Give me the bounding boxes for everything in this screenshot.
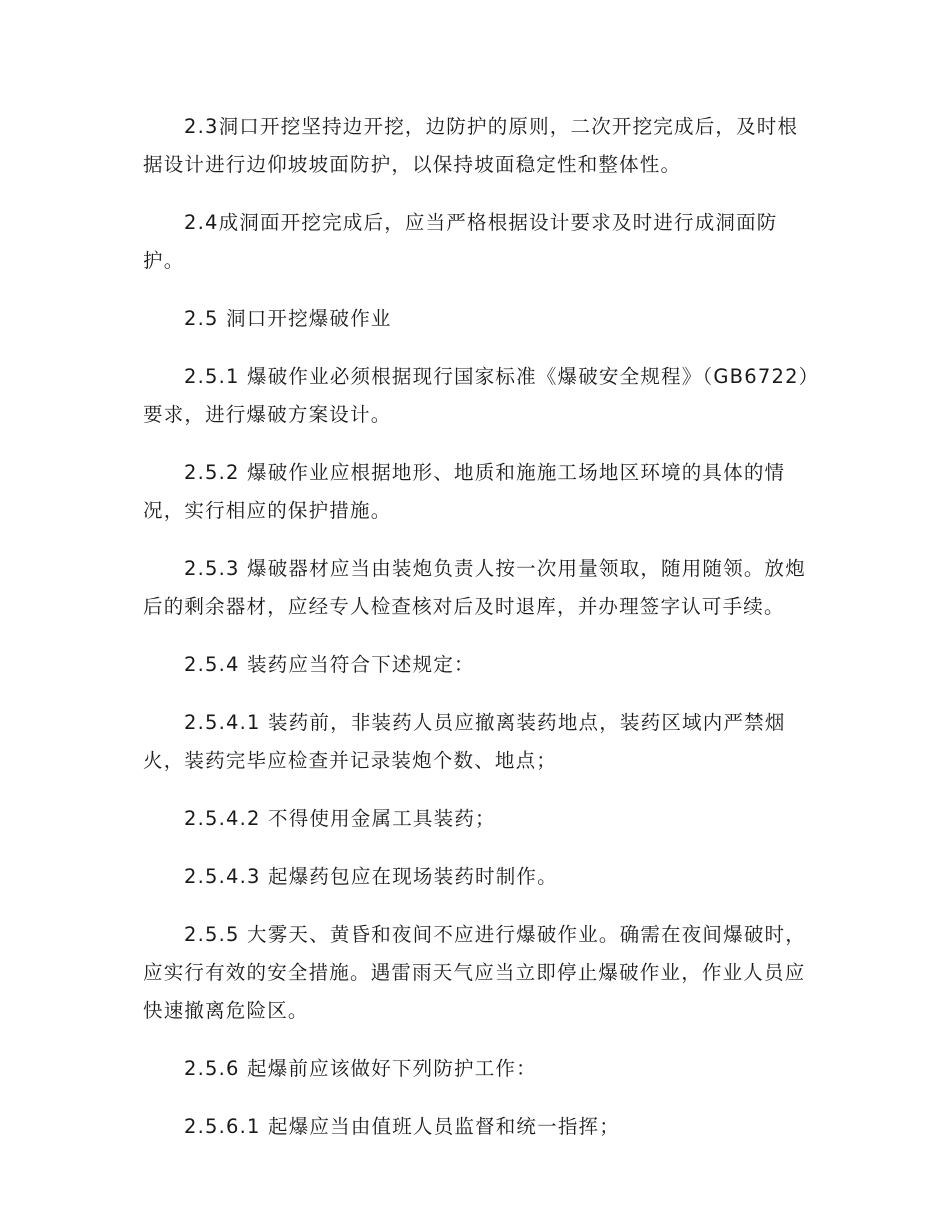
paragraph-2-5-4-2: 2.5.4.2 不得使用金属工具装药； [184, 807, 496, 830]
paragraph-2-5-4-3: 2.5.4.3 起爆药包应在现场装药时制作。 [184, 865, 558, 888]
paragraph-2-5-5: 2.5.5 大雾天、黄昏和夜间不应进行爆破作业。确需在夜间爆破时，应实行有效的安全措施。遇雷雨天气应当立即停止爆破作业，作业人员应快速撤离危险区。 [143, 923, 806, 1022]
paragraph-2-5-6-1: 2.5.6.1 起爆应当由值班人员监督和统一指挥； [184, 1115, 620, 1138]
paragraph-2-5-3: 2.5.3 爆破器材应当由装炮负责人按一次用量领取，随用随领。放炮后的剩余器材，应经专人检查核对后及时退库，并办理签字认可手续。 [143, 557, 806, 618]
paragraph-2-4: 2.4成洞面开挖完成后，应当严格根据设计要求及时进行成洞面防护。 [143, 211, 778, 272]
paragraph-2-5-1: 2.5.1 爆破作业必须根据现行国家标准《爆破安全规程》（GB6722）要求，进行爆破方案设计。 [143, 365, 810, 426]
paragraph-2-5-2: 2.5.2 爆破作业应根据地形、地质和施施工场地区环境的具体的情况，实行相应的保护措施。 [143, 461, 786, 522]
document-body [143, 108, 813, 1146]
paragraph-2-5-4: 2.5.4 装药应当符合下述规定： [184, 653, 475, 676]
paragraph-2-5-4-1: 2.5.4.1 装药前，非装药人员应撤离装药地点，装药区域内严禁烟火，装药完毕应检查并记录装炮个数、地点； [143, 711, 786, 772]
paragraph-2-3: 2.3洞口开挖坚持边开挖，边防护的原则，二次开挖完成后，及时根据设计进行边仰坡坡面防护，以保持坡面稳定性和整体性。 [143, 115, 799, 176]
paragraph-2-5-6: 2.5.6 起爆前应该做好下列防护工作： [184, 1057, 537, 1080]
section-heading-2-5: 2.5 洞口开挖爆破作业 [184, 307, 392, 330]
